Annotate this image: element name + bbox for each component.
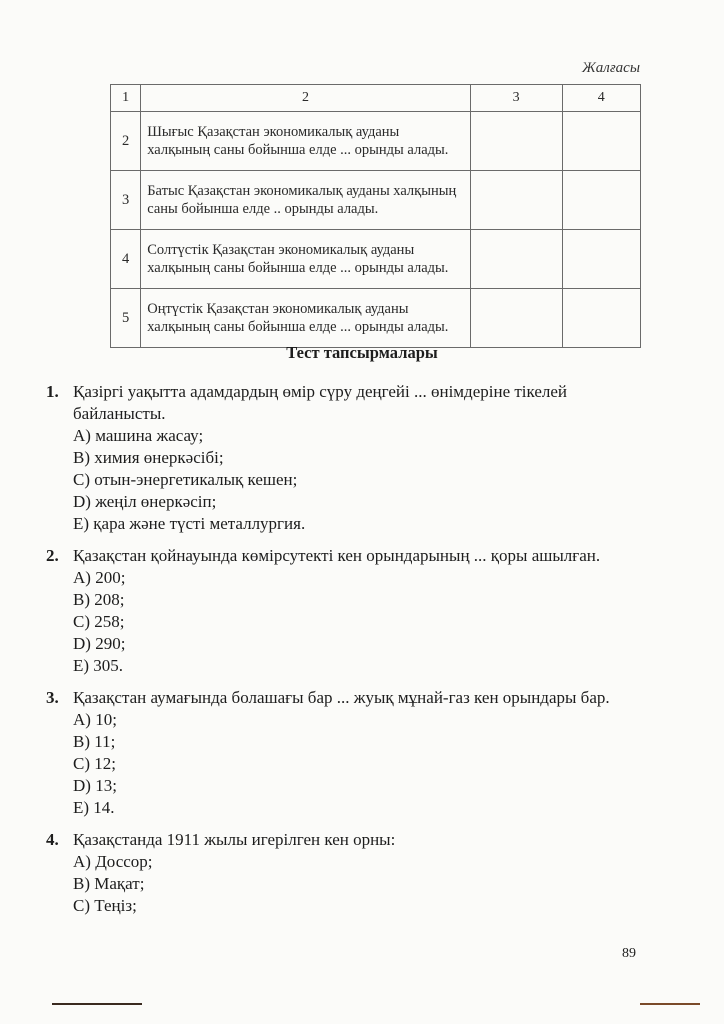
row-number: 2 [111, 112, 141, 171]
answer-option: D) жеңіл өнеркәсіп; [73, 492, 217, 511]
row-text: Батыс Қазақстан экономикалық ауданы халқының саны бойынша елде .. орынды алады. [141, 171, 470, 230]
continued-label: Жалғасы [582, 60, 640, 76]
answer-option: B) 11; [73, 732, 116, 751]
header-cell-2: 2 [141, 85, 470, 112]
answer-cell[interactable] [562, 289, 640, 348]
question-text: Қазақстанда 1911 жылы игерілген кен орны: [73, 830, 396, 849]
table-header-row [111, 85, 641, 112]
answer-option: A) Доссор; [73, 852, 153, 871]
answer-cell[interactable] [562, 112, 640, 171]
question-text: Қазақстан қойнауында көмірсутекті кен орындарының ... қоры ашылған. [73, 546, 601, 565]
row-text: Шығыс Қазақстан экономикалық ауданы халқының саны бойынша елде ... орынды алады. [141, 112, 470, 171]
table-row [111, 230, 641, 289]
answer-option: A) 10; [73, 710, 117, 729]
row-text: Солтүстік Қазақстан экономикалық ауданы халқының саны бойынша елде ... орынды алады. [141, 230, 470, 289]
question-text: Қазақстан аумағында болашағы бар ... жуық мұнай-газ кен орындары бар. [73, 688, 610, 707]
answer-option: A) машина жасау; [73, 426, 204, 445]
table-row [111, 112, 641, 171]
answer-option: E) қара және түсті металлургия. [73, 514, 306, 533]
answer-cell[interactable] [470, 171, 562, 230]
question-number: 2. [46, 546, 59, 565]
question-list [46, 381, 646, 927]
header-cell-1: 1 [111, 85, 141, 112]
answer-option: C) отын-энергетикалық кешен; [73, 470, 298, 489]
question-number: 3. [46, 688, 59, 707]
answer-option: A) 200; [73, 568, 126, 587]
answer-option: C) Теңіз; [73, 896, 137, 915]
row-number: 5 [111, 289, 141, 348]
answer-option: B) Мақат; [73, 874, 145, 893]
question-text: Қазіргі уақытта адамдардың өмір сүру деңгейі ... өнімдеріне тікелей байланысты. [73, 382, 568, 423]
answer-cell[interactable] [470, 230, 562, 289]
question-item [46, 829, 646, 917]
section-title: Тест тапсырмалары [286, 343, 438, 362]
answer-cell[interactable] [562, 230, 640, 289]
header-cell-3: 3 [470, 85, 562, 112]
scan-edge-mark [52, 1003, 142, 1005]
task-table [110, 84, 641, 348]
answer-option: B) 208; [73, 590, 125, 609]
table-row [111, 289, 641, 348]
answer-cell[interactable] [470, 289, 562, 348]
page-number: 89 [622, 946, 636, 961]
answer-option: B) химия өнеркәсібі; [73, 448, 224, 467]
answer-cell[interactable] [470, 112, 562, 171]
question-item [46, 545, 646, 677]
row-text: Оңтүстік Қазақстан экономикалық ауданы халқының саны бойынша елде ... орынды алады. [141, 289, 470, 348]
scan-edge-mark [640, 1003, 700, 1005]
row-number: 3 [111, 171, 141, 230]
answer-option: E) 14. [73, 798, 115, 817]
question-item [46, 687, 646, 819]
answer-option: D) 290; [73, 634, 126, 653]
answer-option: E) 305. [73, 656, 124, 675]
table-row [111, 171, 641, 230]
header-cell-4: 4 [562, 85, 640, 112]
question-item [46, 381, 646, 535]
answer-option: C) 258; [73, 612, 125, 631]
question-number: 4. [46, 830, 59, 849]
question-number: 1. [46, 382, 59, 401]
answer-option: D) 13; [73, 776, 117, 795]
answer-option: C) 12; [73, 754, 116, 773]
answer-cell[interactable] [562, 171, 640, 230]
row-number: 4 [111, 230, 141, 289]
